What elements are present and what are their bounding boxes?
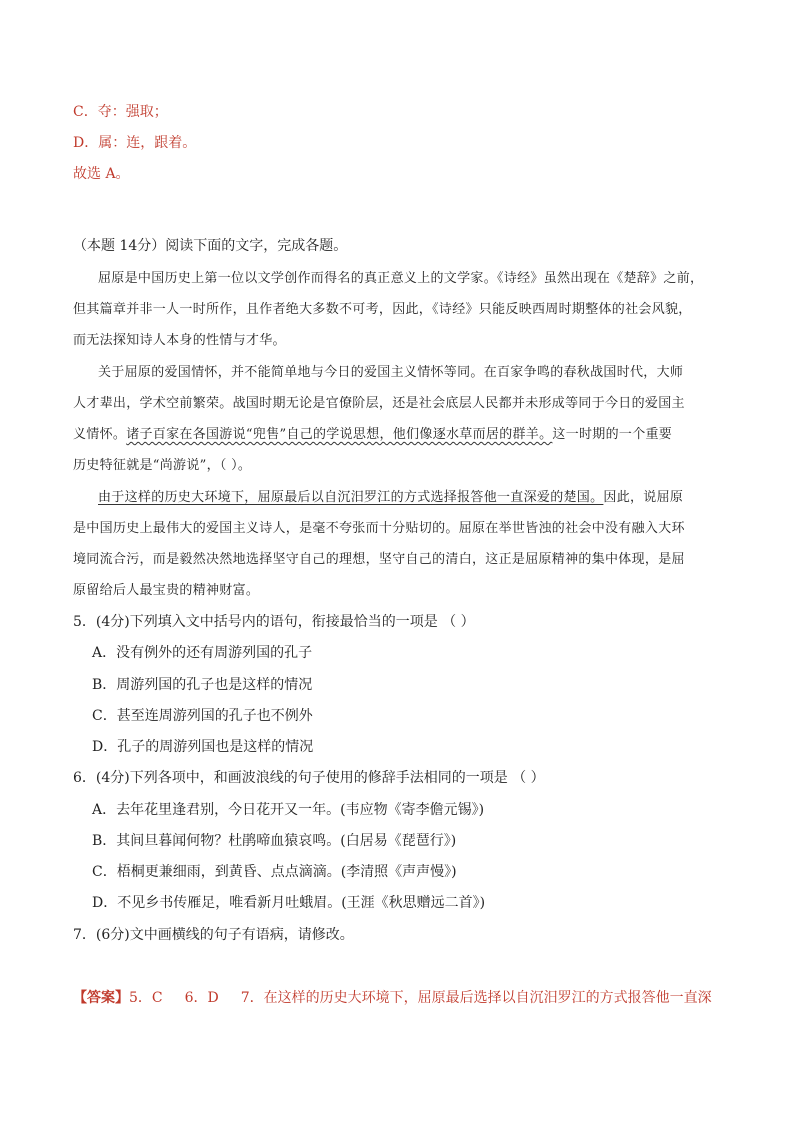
underlined-sentence: 由于这样的历史大环境下，屈原最后以自沉汨罗江的方式选择报答他一直深爱的楚国。 — [98, 490, 604, 505]
question-5-option-b: B．周游列国的孔子也是这样的情况 — [92, 677, 313, 693]
question-6-stem: 6．(4分)下列各项中，和画波浪线的句子使用的修辞手法相同的一项是 （ ） — [73, 770, 545, 786]
answer-line — [73, 989, 712, 1007]
question-6-option-d: D．不见乡书传雁足，唯看新月吐蛾眉。(王涯《秋思赠远二首》) — [92, 895, 486, 911]
passage-p2-line3-rest: 这一时期的一个重要 — [552, 427, 673, 442]
prev-option-d: D．属：连，跟着。 — [73, 135, 197, 151]
passage-p1-line2: 但其篇章并非一人一时所作，且作者绝大多数不可考，因此，《诗经》只能反映西周时期整体的社会风貌， — [73, 302, 692, 317]
passage-p1-line1: 屈原是中国历史上第一位以文学创作而得名的真正意义上的文学家。《诗经》虽然出现在《楚辞》之前， — [98, 271, 704, 286]
question-6-option-a: A．去年花里逢君别，今日花开又一年。(韦应物《寄李儋元锡》) — [92, 802, 485, 818]
answer-6: 6．D — [184, 990, 219, 1006]
question-5-option-d: D．孔子的周游列国也是这样的情况 — [92, 739, 314, 755]
answer-label: 【答案】 — [73, 990, 129, 1006]
section-header: （本题 14分）阅读下面的文字，完成各题。 — [73, 238, 348, 254]
passage-p3-line1 — [98, 489, 683, 507]
passage-p3-line1-rest: 因此，说屈原 — [603, 490, 684, 505]
passage-p2-line3 — [73, 426, 672, 444]
prev-choice: 故选 A。 — [73, 166, 130, 182]
question-5-option-a: A．没有例外的还有周游列国的孔子 — [92, 645, 313, 661]
question-6-option-c: C．梧桐更兼细雨，到黄昏、点点滴滴。(李清照《声声慢》) — [92, 864, 457, 880]
question-7-stem: 7．(6分)文中画横线的句子有语病，请修改。 — [73, 927, 354, 943]
question-5-stem: 5．(4分)下列填入文中括号内的语句，衔接最恰当的一项是 （ ） — [73, 614, 475, 630]
wavy-underlined-sentence: 诸子百家在各国游说“兜售”自己的学说思想，他们像逐水草而居的群羊。 — [126, 427, 553, 442]
prev-option-c: C．夺：强取； — [73, 104, 168, 120]
passage-p2-line4: 历史特征就是“尚游说”，（ ）。 — [73, 458, 252, 473]
passage-p3-line2: 是中国历史上最伟大的爱国主义诗人，是毫不夸张而十分贴切的。屈原在举世皆浊的社会中没有融入大环 — [73, 521, 685, 536]
answer-5: 5．C — [129, 990, 163, 1006]
passage-p2-line3-plain: 义情怀。 — [73, 427, 127, 442]
passage-p2-line2: 人才辈出，学术空前繁荣。战国时期无论是官僚阶层，还是社会底层人民都并未形成等同于今日的爱国主 — [73, 396, 685, 411]
passage-p1-line3: 而无法探知诗人本身的性情与才华。 — [73, 333, 286, 348]
question-6-option-b: B．其间旦暮闻何物？杜鹃啼血猿哀鸣。(白居易《琵琶行》) — [92, 833, 457, 849]
passage-p2-line1: 关于屈原的爱国情怀，并不能简单地与今日的爱国主义情怀等同。在百家争鸣的春秋战国时代，大师 — [98, 365, 684, 380]
question-5-option-c: C．甚至连周游列国的孔子也不例外 — [92, 708, 313, 724]
passage-p3-line3: 境同流合污，而是毅然决然地选择坚守自己的理想，坚守自己的清白，这正是屈原精神的集中体现，是屈 — [73, 552, 685, 567]
answer-7: 7．在这样的历史大环境下，屈原最后选择以自沉汨罗江的方式报答他一直深 — [240, 990, 712, 1006]
passage-p3-line4: 原留给后人最宝贵的精神财富。 — [73, 583, 260, 598]
